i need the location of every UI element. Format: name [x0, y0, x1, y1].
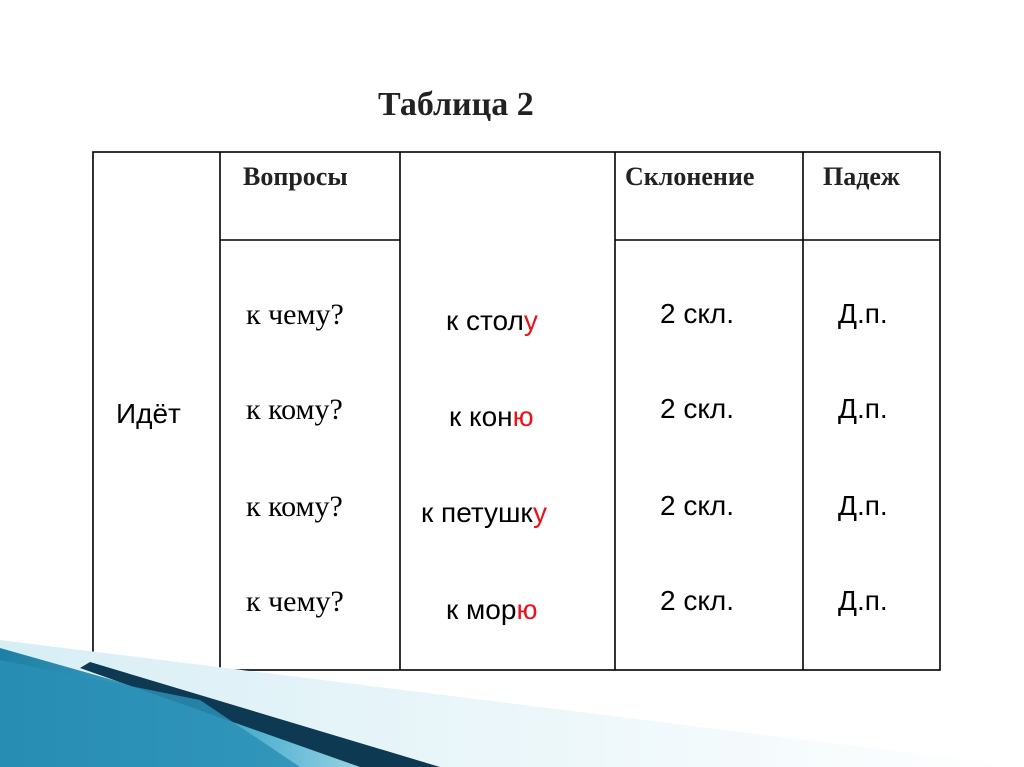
- word-stem: к мор: [446, 594, 517, 625]
- declension-4: 2 скл.: [660, 585, 735, 616]
- word-2: [449, 401, 534, 433]
- word-stem: к кон: [449, 401, 513, 432]
- slide-title: Таблица 2: [378, 86, 534, 123]
- word-stem: к стол: [446, 305, 524, 336]
- declension-2: 2 скл.: [660, 393, 735, 424]
- word-3: [421, 497, 547, 529]
- word-ending: ю: [512, 401, 534, 432]
- word-stem: к петушк: [421, 497, 533, 528]
- question-4: к чему?: [246, 585, 344, 618]
- case-1: Д.п.: [838, 298, 888, 329]
- case-2: Д.п.: [838, 393, 888, 424]
- header-declension: Склонение: [625, 162, 755, 191]
- word-ending: у: [523, 305, 538, 336]
- header-case: Падеж: [823, 162, 900, 191]
- verb-cell: Идёт: [116, 398, 181, 429]
- question-3: к кому?: [246, 490, 343, 523]
- word-ending: ю: [516, 594, 538, 625]
- question-2: к кому?: [246, 393, 343, 426]
- case-4: Д.п.: [838, 585, 888, 616]
- word-4: [446, 594, 537, 626]
- declension-1: 2 скл.: [660, 298, 735, 329]
- word-1: [446, 305, 538, 337]
- declension-3: 2 скл.: [660, 490, 735, 521]
- header-questions: Вопросы: [243, 162, 348, 191]
- word-ending: у: [533, 497, 547, 528]
- question-1: к чему?: [246, 298, 344, 331]
- case-3: Д.п.: [838, 490, 888, 521]
